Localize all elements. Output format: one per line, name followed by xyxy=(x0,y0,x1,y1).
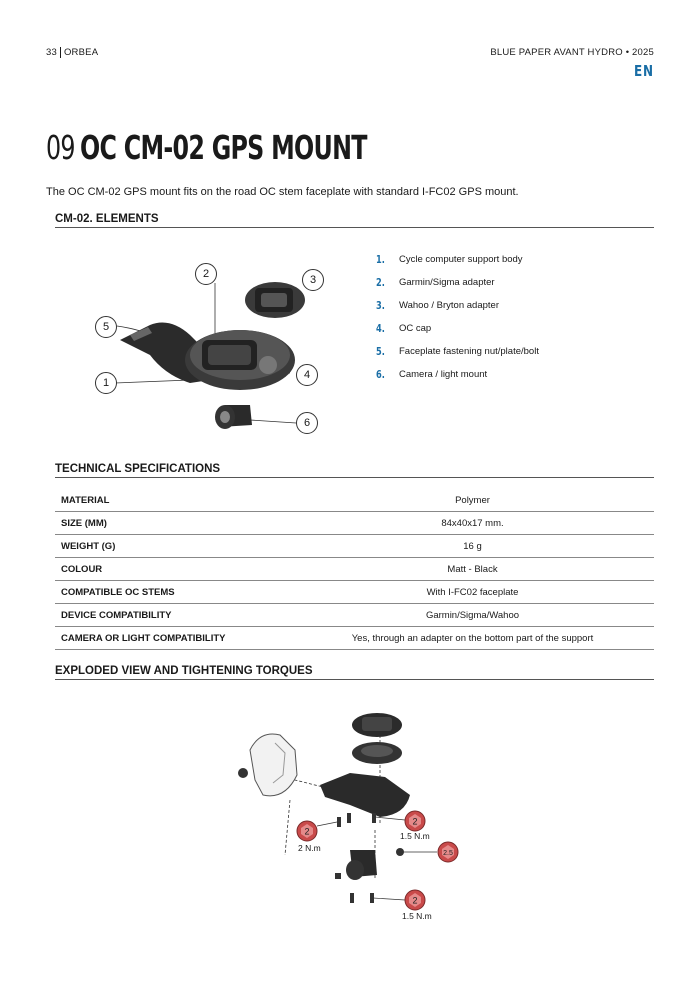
torque-label: 2 N.m xyxy=(298,843,321,853)
torque-badge-icon xyxy=(437,841,459,863)
element-label: Garmin/Sigma adapter xyxy=(399,277,495,288)
element-number: 4. xyxy=(376,322,385,335)
table-row xyxy=(55,558,654,581)
element-number: 1. xyxy=(376,253,385,266)
torque-badge-value: 2 xyxy=(412,816,418,827)
element-item xyxy=(376,363,539,386)
section-number: 09 xyxy=(46,128,75,167)
element-item xyxy=(376,248,539,271)
spec-key: CAMERA OR LIGHT COMPATIBILITY xyxy=(55,627,291,650)
torque-badge-icon xyxy=(404,810,426,832)
element-label: Cycle computer support body xyxy=(399,254,523,265)
spec-key: COLOUR xyxy=(55,558,291,581)
spec-value: 84x40x17 mm. xyxy=(291,512,654,535)
spec-value: Garmin/Sigma/Wahoo xyxy=(291,604,654,627)
header-divider xyxy=(60,47,61,58)
spec-value: Matt - Black xyxy=(291,558,654,581)
spec-key: MATERIAL xyxy=(55,489,291,512)
exploded-heading: EXPLODED VIEW AND TIGHTENING TORQUES xyxy=(55,665,654,680)
torque-label: 1.5 N.m xyxy=(400,831,430,841)
callout-2: 2 xyxy=(195,263,217,285)
section-title-text: OC CM-02 GPS MOUNT xyxy=(80,128,367,167)
element-item xyxy=(376,340,539,363)
element-label: OC cap xyxy=(399,323,432,334)
element-label: Wahoo / Bryton adapter xyxy=(399,300,499,311)
spec-key: SIZE (MM) xyxy=(55,512,291,535)
callout-4: 4 xyxy=(296,364,318,386)
spec-key: WEIGHT (G) xyxy=(55,535,291,558)
callout-1: 1 xyxy=(95,372,117,394)
table-row xyxy=(55,535,654,558)
spec-value: 16 g xyxy=(291,535,654,558)
elements-list xyxy=(376,248,539,386)
element-number: 3. xyxy=(376,299,385,312)
specs-table xyxy=(55,489,654,650)
element-item xyxy=(376,317,539,340)
intro-paragraph: The OC CM-02 GPS mount fits on the road OC stem faceplate with standard I-FC02 GPS mount. xyxy=(46,186,519,198)
page-header-left xyxy=(46,47,98,58)
element-label: Faceplate fastening nut/plate/bolt xyxy=(399,346,539,357)
page-number: 33 xyxy=(46,47,57,58)
table-row xyxy=(55,627,654,650)
spec-key: DEVICE COMPATIBILITY xyxy=(55,604,291,627)
callout-6: 6 xyxy=(296,412,318,434)
spec-value: Yes, through an adapter on the bottom part of the support xyxy=(291,627,654,650)
torque-badge-icon xyxy=(296,820,318,842)
spec-value: With I-FC02 faceplate xyxy=(291,581,654,604)
table-row xyxy=(55,581,654,604)
document-title: BLUE PAPER AVANT HYDRO • 2025 xyxy=(490,47,654,58)
torque-badge-icon xyxy=(404,889,426,911)
language-code: EN xyxy=(634,62,654,80)
element-number: 2. xyxy=(376,276,385,289)
exploded-view-illustration xyxy=(225,705,475,920)
torque-badge-value: 2 xyxy=(304,826,310,837)
table-row xyxy=(55,512,654,535)
torque-badge-value: 2 xyxy=(412,895,418,906)
element-item xyxy=(376,271,539,294)
spec-key: COMPATIBLE OC STEMS xyxy=(55,581,291,604)
table-row xyxy=(55,489,654,512)
table-row xyxy=(55,604,654,627)
elements-heading: CM-02. ELEMENTS xyxy=(55,213,654,228)
section-title xyxy=(46,128,478,167)
element-number: 5. xyxy=(376,345,385,358)
torque-label: 1.5 N.m xyxy=(402,911,432,921)
element-label: Camera / light mount xyxy=(399,369,488,380)
brand-name: ORBEA xyxy=(63,47,99,58)
torque-badge-value: 2.5 xyxy=(443,850,453,857)
element-item xyxy=(376,294,539,317)
specs-heading: TECHNICAL SPECIFICATIONS xyxy=(55,463,654,478)
callout-3: 3 xyxy=(302,269,324,291)
spec-value: Polymer xyxy=(291,489,654,512)
callout-5: 5 xyxy=(95,316,117,338)
element-number: 6. xyxy=(376,368,385,381)
